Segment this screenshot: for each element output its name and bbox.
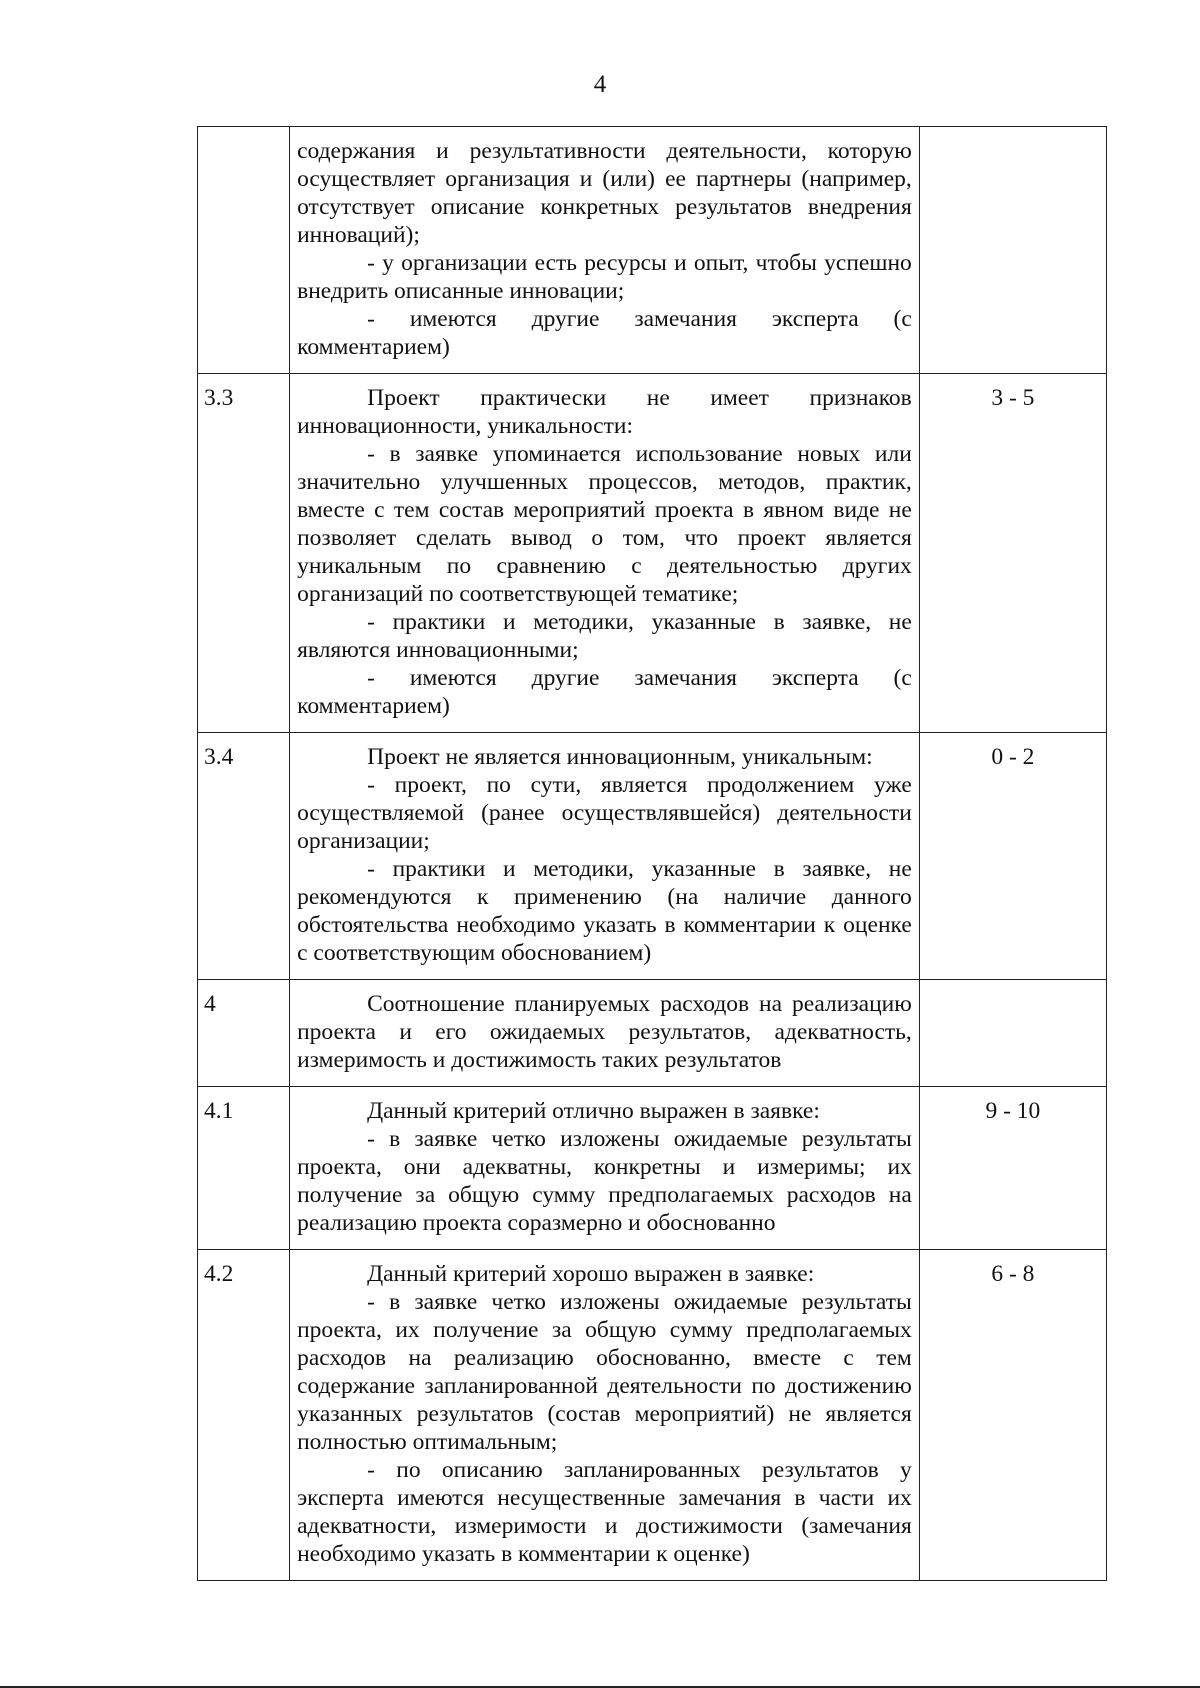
criterion-number: 4.1 bbox=[198, 1087, 290, 1250]
description-paragraph: - в заявке четко изложены ожидаемые результаты проекта, их получение за общую сумму предполагаемых расходов на реализацию обоснованно, вместе с тем содержание запланированной деятельности по достижению указанных результатов (состав мероприятий) не является полностью оптимальным; bbox=[297, 1289, 912, 1455]
description-paragraph: Данный критерий отлично выражен в заявке: bbox=[367, 1098, 820, 1124]
criterion-description bbox=[290, 1087, 920, 1250]
criterion-number: 4.2 bbox=[198, 1250, 290, 1581]
description-paragraph: - по описанию запланированных результатов у эксперта имеются несущественные замечания в части их адекватности, измеримости и достижимости (замечания необходимо указать в комментарии к оценке) bbox=[297, 1457, 912, 1567]
criteria-table-body bbox=[198, 127, 1107, 1581]
description-paragraph: - в заявке упоминается использование новых или значительно улучшенных процессов, методов, практик, вместе с тем состав мероприятий проекта в явном виде не позволяет сделать вывод о том, что проект является уникальным по сравнению с деятельностью других организаций по соответствующей тематике; bbox=[297, 441, 912, 607]
criteria-row bbox=[198, 1087, 1107, 1250]
description-paragraph: - проект, по сути, является продолжением уже осуществляемой (ранее осуществлявшейся) деятельности организации; bbox=[297, 772, 912, 854]
criteria-row bbox=[198, 127, 1107, 374]
criterion-description bbox=[290, 127, 920, 374]
description-paragraph: - в заявке четко изложены ожидаемые результаты проекта, они адекватны, конкретны и измеримы; их получение за общую сумму предполагаемых расходов на реализацию проекта соразмерно и обоснованно bbox=[297, 1126, 912, 1236]
criterion-description bbox=[290, 374, 920, 733]
criteria-row bbox=[198, 1250, 1107, 1581]
score-range: 6 - 8 bbox=[919, 1250, 1106, 1581]
score-range bbox=[919, 127, 1106, 374]
description-paragraph: - практики и методики, указанные в заявке, не рекомендуются к применению (на наличие данного обстоятельства необходимо указать в комментарии к оценке с соответствующим обоснованием) bbox=[297, 856, 912, 966]
page-number: 4 bbox=[593, 71, 607, 98]
criterion-description bbox=[290, 733, 920, 980]
criterion-description bbox=[290, 1250, 920, 1581]
description-paragraph: - практики и методики, указанные в заявке, не являются инновационными; bbox=[297, 609, 912, 663]
criterion-number: 3.4 bbox=[198, 733, 290, 980]
description-paragraph: - имеются другие замечания эксперта (с комментарием) bbox=[297, 665, 912, 719]
criteria-row bbox=[198, 733, 1107, 980]
description-paragraph: - у организации есть ресурсы и опыт, чтобы успешно внедрить описанные инновации; bbox=[297, 250, 912, 304]
description-paragraph: Данный критерий хорошо выражен в заявке: bbox=[367, 1261, 815, 1287]
description-paragraph: Проект практически не имеет признаков инновационности, уникальности: bbox=[297, 385, 912, 439]
criterion-number: 4 bbox=[198, 980, 290, 1087]
criteria-row bbox=[198, 374, 1107, 733]
score-range: 0 - 2 bbox=[919, 733, 1106, 980]
criterion-number bbox=[198, 127, 290, 374]
criteria-row bbox=[198, 980, 1107, 1087]
score-range bbox=[919, 980, 1106, 1087]
criteria-table bbox=[197, 126, 1107, 1581]
description-paragraph: Соотношение планируемых расходов на реализацию проекта и его ожидаемых результатов, адекватность, измеримость и достижимость таких результатов bbox=[297, 991, 912, 1073]
description-paragraph: содержания и результативности деятельности, которую осуществляет организация и (или) ее партнеры (например, отсутствует описание конкретных результатов внедрения инноваций); bbox=[297, 138, 912, 248]
criterion-description bbox=[290, 980, 920, 1087]
score-range: 9 - 10 bbox=[919, 1087, 1106, 1250]
description-paragraph: Проект не является инновационным, уникальным: bbox=[367, 744, 873, 770]
criterion-number: 3.3 bbox=[198, 374, 290, 733]
description-paragraph: - имеются другие замечания эксперта (с комментарием) bbox=[297, 306, 912, 360]
score-range: 3 - 5 bbox=[919, 374, 1106, 733]
